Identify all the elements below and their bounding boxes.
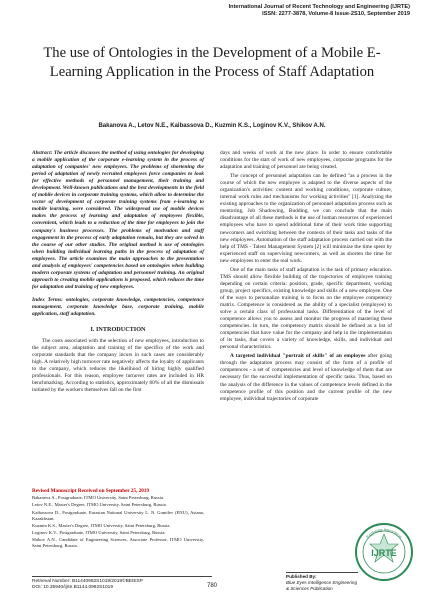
publisher-name-line-1: Blue Eyes Intelligence Engineering	[286, 580, 357, 585]
doi: DOI: 10.35940/ijrte.B1144.0982S1019	[32, 585, 113, 591]
seal-icon	[354, 522, 414, 582]
author-affiliation: Bakanova A., Postgraduate, ITMO University, Saint Petersburg, Russia.	[32, 495, 165, 501]
author-affiliation: Kuzmin K.S., Master's Degree, ITMO University, Saint Petersburg, Russia.	[32, 522, 171, 528]
section-heading-introduction: I. INTRODUCTION	[90, 326, 146, 334]
seal-ring-text: Exploring Innovation	[364, 526, 404, 540]
publisher-name-line-2: & Sciences Publication	[286, 586, 333, 591]
author-affiliation: Kaibassova D., Postgraduate, Eurasian National University L. N. Gumilev (ENU), Astana, Kazakhstan.	[32, 509, 204, 521]
paper-title: The use of Ontologies in the Development of a Mobile E-Learning Application in the Process of Staff Adaptation	[43, 45, 381, 80]
right-column	[220, 150, 392, 405]
intro-paragraph: The costs associated with the selection of new employees, introduction to the subject area, adaptation and training of the specifics of the work and corporate standards that the company incurs in such cases are considerably high. A relatively high turnover rate negatively affects the loyalty of applicants to the company, which reduces the likelihood of hiring highly qualified professionals. For this reason, employee turnover rates are included in HR benchmarking. According to statistics, approximately 80% of all the dismissals initiated by the workers themselves fall on the first	[32, 338, 204, 394]
body-paragraph-1: days and weeks of work at the new place. In order to ensure comfortable conditions for the start of work of new employees, corporate programs for the adaptation and training of personnel are being created.	[220, 150, 392, 171]
abstract: Abstract: The article discusses the method of using ontologies for developing a mobile application of the corporate e-learning system in the process of adaptation of companies' new employees. The problems of shortening the period of adaptation of newly recruited employees force companies to look for effective methods of personnel management, their training and development. Well-known publications and the best developments in the field of mobile devices in corporate training systems, which allow to determine the vector of development of corporate training systems from e-learning to mobile learning, were considered. The widespread use of mobile devices makes the process of learning and adaptation of employees flexible, convenient, which leads to a reduction of the time for employees to join the company's business processes. The problems of motivation and staff engagement in the process of early adaptation remain, but they are solved in the course of our other studies. The original method is use of ontologies when building individual learning paths in the process of adaptation of employees. The article examines the main approaches to the presentation and analysis of employees' competencies based on ontologies when building modern corporate systems of adaptation and personnel training. An original approach to creating mobile applications is proposed, which reduces the time for adaptation and training of new employees.	[32, 150, 204, 290]
paragraph-lead: A targeted individual "portrait of skills" of an employee	[230, 353, 366, 360]
left-column	[32, 150, 204, 397]
publisher-block	[286, 572, 358, 592]
author-affiliation: Shikov A.N., Candidate of Engineering Sciences, Associate Professor, ITMO University, Saint Petersburg, Russia.	[32, 537, 204, 549]
author-list: Bakanova A., Letov N.E., Kaibassova D., Kuzmin K.S., Loginov K.V., Shikov A.N.	[98, 123, 326, 129]
published-by-label: Published By:	[286, 574, 317, 579]
index-terms: Index Terms: ontologies, corporate knowledge, competencies, competence management, corporate knowledge base, corporate training, mobile application, staff adaptation.	[32, 296, 204, 318]
page-number: 780	[207, 583, 218, 589]
journal-header	[229, 4, 410, 18]
journal-issn: ISSN: 2277-3878, Volume-8 Issue-2S10, September 2019	[262, 11, 410, 17]
footer-identifiers	[32, 576, 232, 592]
journal-seal-logo	[354, 522, 414, 582]
author-affiliation: Letov N.E., Master's Degree, ITMO University, Saint Petersburg, Russia.	[32, 502, 167, 508]
footer-divider	[32, 576, 212, 577]
revised-manuscript-note	[32, 488, 204, 550]
body-paragraph-4	[220, 353, 392, 402]
seal-text: IJRTE	[371, 548, 397, 558]
author-affiliation: Loginov K.V., Postgraduate, ITMO University, Saint Petersburg, Russia.	[32, 529, 166, 535]
publisher-divider	[286, 572, 358, 573]
revised-title: Revised Manuscript Received on September 25, 2019	[32, 488, 150, 494]
retrieval-number: Retrieval Number: B11440982S1019/2019©BEIESP	[32, 579, 143, 584]
body-paragraph-2: The concept of personnel adaptation can be defined "as a process in the course of which the new employee is adapted to the diverse aspects of the organization's activities: content and working conditions, corporate culture, internal work rules and mechanisms for working activities" [1]. Analyzing the existing approaches to the organization of personnel adaptation process such as mentoring, Job Shadowing, Budding, we can conclude that the main disadvantage of all these methods is the use of human resources of experienced employees who have to spend additional time of their work time supporting newcomers and switching between the contexts of their tasks and tasks of the new employees. Automation of the staff adaptation process carried out with the help of TMS - Talent Management System [2] will minimize the time spent by experienced staff on supervising newcomers, as well as shorten the time for new employees to enter the real work.	[220, 173, 392, 264]
body-paragraph-3: One of the main tasks of staff adaptation is the task of primary education. TMS should allow flexible building of the trajectories of employee training depending on certain criteria: position, grade, specific department, working group, project specifics, existing knowledge and skills of a new employee. One of the ways to personalize training is to focus on the employee competency matrix. Competence is considered as the ability of a specialist (employee) to solve a certain class of professional tasks. Differentiation of the level of competence allows you to assess and monitor the progress of mastering these competencies. In turn, the competency matrix should be defined as a list of competencies that have value for the company and help in the implementation of its tasks, that covers a variety of knowledge, skills, and individual and personal characteristics.	[220, 266, 392, 351]
journal-name: International Journal of Recent Technology and Engineering (IJRTE)	[228, 4, 410, 10]
paragraph-text: after going through the adaptation process may consist of the form of a profile of competences - a set of competencies and level of knowledge of them that are necessary for the successful implementation of specific tasks. Thus, based on the analysis of the difference in the values of competence levels defined in the competence profile of this position and the current profile of the new employee, individual trajectories of corporate	[220, 353, 392, 402]
